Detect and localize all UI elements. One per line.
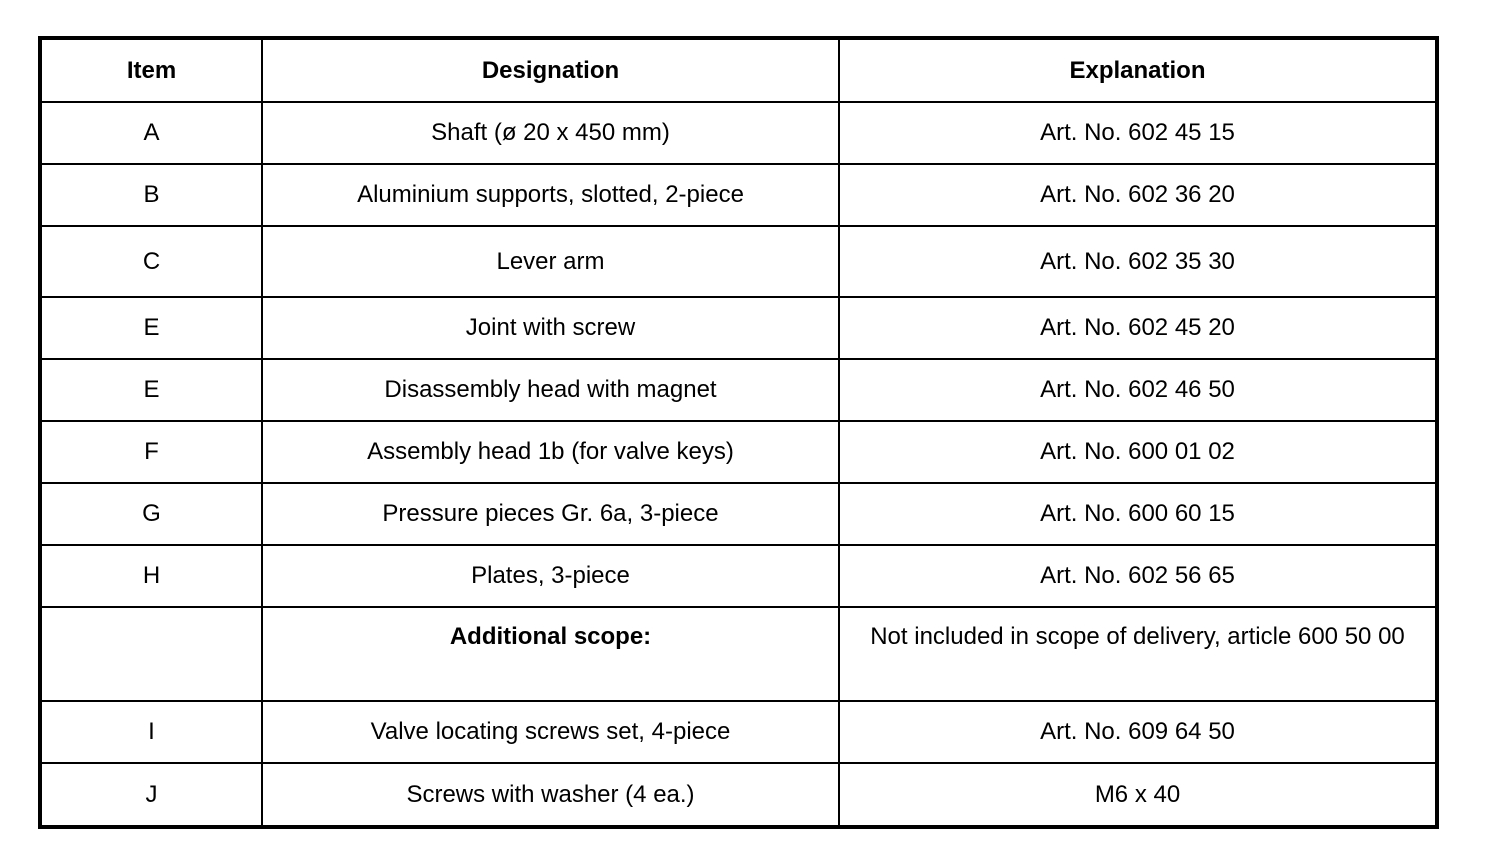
additional-scope-heading: Additional scope: [262,607,839,701]
designation-cell: Joint with screw [262,297,839,359]
explanation-cell: Art. No. 602 46 50 [839,359,1435,421]
explanation-cell: Art. No. 602 45 20 [839,297,1435,359]
item-cell: I [42,701,262,763]
table-row [42,483,1435,545]
table-row [42,763,1435,825]
explanation-cell: M6 x 40 [839,763,1435,825]
designation-cell: Assembly head 1b (for valve keys) [262,421,839,483]
designation-cell: Plates, 3-piece [262,545,839,607]
designation-cell: Valve locating screws set, 4-piece [262,701,839,763]
designation-cell: Pressure pieces Gr. 6a, 3-piece [262,483,839,545]
table-row [42,164,1435,226]
explanation-cell: Art. No. 602 35 30 [839,226,1435,297]
item-cell: E [42,359,262,421]
parts-table-frame [38,36,1439,829]
table-row [42,102,1435,164]
table-row [42,359,1435,421]
header-explanation: Explanation [839,40,1435,102]
header-row [42,40,1435,102]
table-row [42,545,1435,607]
explanation-cell: Art. No. 602 45 15 [839,102,1435,164]
table-row [42,297,1435,359]
designation-cell: Disassembly head with magnet [262,359,839,421]
additional-scope-row [42,607,1435,701]
item-cell: C [42,226,262,297]
table-row [42,226,1435,297]
header-designation: Designation [262,40,839,102]
header-item: Item [42,40,262,102]
explanation-cell: Art. No. 602 56 65 [839,545,1435,607]
item-cell: E [42,297,262,359]
designation-cell: Screws with washer (4 ea.) [262,763,839,825]
designation-cell: Shaft (ø 20 x 450 mm) [262,102,839,164]
item-cell: B [42,164,262,226]
item-cell: F [42,421,262,483]
table-row [42,701,1435,763]
item-cell: J [42,763,262,825]
item-cell: G [42,483,262,545]
explanation-cell: Art. No. 600 60 15 [839,483,1435,545]
item-cell [42,607,262,701]
item-cell: H [42,545,262,607]
designation-cell: Lever arm [262,226,839,297]
item-cell: A [42,102,262,164]
explanation-cell: Art. No. 602 36 20 [839,164,1435,226]
parts-table [42,40,1435,825]
explanation-cell: Not included in scope of delivery, article 600 50 00 [839,607,1435,701]
explanation-cell: Art. No. 609 64 50 [839,701,1435,763]
explanation-cell: Art. No. 600 01 02 [839,421,1435,483]
designation-cell: Aluminium supports, slotted, 2-piece [262,164,839,226]
table-row [42,421,1435,483]
